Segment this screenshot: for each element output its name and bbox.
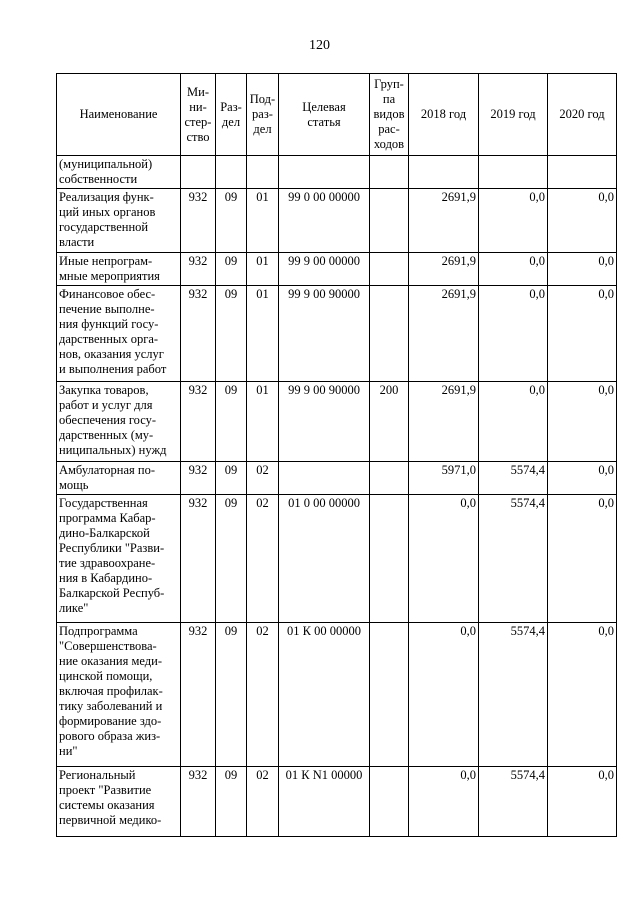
row-value-2018 (409, 156, 479, 189)
header-expense-group: Груп- па видов рас- ходов (370, 74, 409, 156)
row-ministry: 932 (181, 189, 216, 253)
row-name: Закупка товаров, работ и услуг для обеспечения госу- дарственных (му- ниципальных) нужд (57, 382, 181, 462)
header-name: Наименование (57, 74, 181, 156)
row-ministry: 932 (181, 623, 216, 767)
row-name: Амбулаторная по- мощь (57, 462, 181, 495)
row-expense-group (370, 623, 409, 767)
row-name: (муниципальной) собственности (57, 156, 181, 189)
row-target-article: 99 9 00 90000 (279, 286, 370, 382)
header-target-article: Целевая статья (279, 74, 370, 156)
table-row (57, 156, 617, 189)
row-value-2019: 5574,4 (479, 462, 548, 495)
table-row (57, 495, 617, 623)
row-expense-group (370, 253, 409, 286)
table-row (57, 767, 617, 837)
row-value-2018: 0,0 (409, 495, 479, 623)
row-value-2020: 0,0 (548, 462, 617, 495)
row-target-article: 99 9 00 00000 (279, 253, 370, 286)
row-ministry: 932 (181, 462, 216, 495)
row-value-2020: 0,0 (548, 286, 617, 382)
row-subsection: 01 (247, 253, 279, 286)
row-name: Финансовое обес- печение выполне- ния функций госу- дарственных орга- нов, оказания услуг и выполнения работ (57, 286, 181, 382)
row-ministry: 932 (181, 767, 216, 837)
table-row (57, 189, 617, 253)
row-expense-group (370, 189, 409, 253)
row-value-2018: 0,0 (409, 767, 479, 837)
row-value-2020 (548, 156, 617, 189)
row-value-2018: 2691,9 (409, 253, 479, 286)
row-subsection: 02 (247, 462, 279, 495)
row-ministry: 932 (181, 286, 216, 382)
row-expense-group (370, 156, 409, 189)
header-2019: 2019 год (479, 74, 548, 156)
row-value-2020: 0,0 (548, 382, 617, 462)
row-value-2019: 0,0 (479, 189, 548, 253)
row-value-2020: 0,0 (548, 495, 617, 623)
row-value-2020: 0,0 (548, 253, 617, 286)
row-expense-group (370, 767, 409, 837)
row-section: 09 (216, 382, 247, 462)
row-subsection: 01 (247, 382, 279, 462)
row-value-2018: 5971,0 (409, 462, 479, 495)
header-subsection: Под- раз- дел (247, 74, 279, 156)
row-value-2019: 0,0 (479, 253, 548, 286)
row-value-2018: 0,0 (409, 623, 479, 767)
row-subsection (247, 156, 279, 189)
row-value-2019: 5574,4 (479, 767, 548, 837)
row-section: 09 (216, 767, 247, 837)
page-number: 120 (309, 38, 330, 53)
row-value-2018: 2691,9 (409, 382, 479, 462)
row-ministry (181, 156, 216, 189)
row-value-2020: 0,0 (548, 189, 617, 253)
row-subsection: 02 (247, 495, 279, 623)
table-row (57, 253, 617, 286)
table-header-row (57, 74, 617, 156)
row-target-article: 01 К N1 00000 (279, 767, 370, 837)
row-target-article: 99 9 00 90000 (279, 382, 370, 462)
row-target-article (279, 156, 370, 189)
header-ministry: Ми- ни- стер- ство (181, 74, 216, 156)
row-name: Иные непрограм- мные мероприятия (57, 253, 181, 286)
row-section: 09 (216, 286, 247, 382)
row-target-article: 99 0 00 00000 (279, 189, 370, 253)
row-value-2019: 5574,4 (479, 495, 548, 623)
row-value-2019: 0,0 (479, 382, 548, 462)
row-ministry: 932 (181, 253, 216, 286)
row-ministry: 932 (181, 495, 216, 623)
header-section: Раз- дел (216, 74, 247, 156)
row-expense-group (370, 462, 409, 495)
row-name: Подпрограмма "Совершенствова- ние оказания меди- цинской помощи, включая профилак- тику заболеваний и формирование здо- рового образа жиз- ни" (57, 623, 181, 767)
row-section: 09 (216, 253, 247, 286)
row-value-2018: 2691,9 (409, 286, 479, 382)
row-value-2019 (479, 156, 548, 189)
row-subsection: 02 (247, 767, 279, 837)
table-row (57, 382, 617, 462)
row-ministry: 932 (181, 382, 216, 462)
row-name: Государственная программа Кабар- дино-Балкарской Республики "Разви- тие здравоохране- ния в Кабардино- Балкарской Респуб- лике" (57, 495, 181, 623)
row-value-2019: 5574,4 (479, 623, 548, 767)
row-expense-group: 200 (370, 382, 409, 462)
budget-table (56, 73, 617, 837)
row-section: 09 (216, 495, 247, 623)
row-expense-group (370, 286, 409, 382)
row-value-2018: 2691,9 (409, 189, 479, 253)
header-2018: 2018 год (409, 74, 479, 156)
row-value-2019: 0,0 (479, 286, 548, 382)
table-row (57, 462, 617, 495)
row-target-article (279, 462, 370, 495)
row-value-2020: 0,0 (548, 767, 617, 837)
row-expense-group (370, 495, 409, 623)
header-2020: 2020 год (548, 74, 617, 156)
row-section (216, 156, 247, 189)
row-target-article: 01 0 00 00000 (279, 495, 370, 623)
row-subsection: 01 (247, 189, 279, 253)
row-name: Региональный проект "Развитие системы оказания первичной медико- (57, 767, 181, 837)
row-name: Реализация функ- ций иных органов государственной власти (57, 189, 181, 253)
row-subsection: 02 (247, 623, 279, 767)
table-row (57, 286, 617, 382)
row-subsection: 01 (247, 286, 279, 382)
row-section: 09 (216, 462, 247, 495)
row-section: 09 (216, 623, 247, 767)
row-section: 09 (216, 189, 247, 253)
row-value-2020: 0,0 (548, 623, 617, 767)
table-row (57, 623, 617, 767)
row-target-article: 01 К 00 00000 (279, 623, 370, 767)
